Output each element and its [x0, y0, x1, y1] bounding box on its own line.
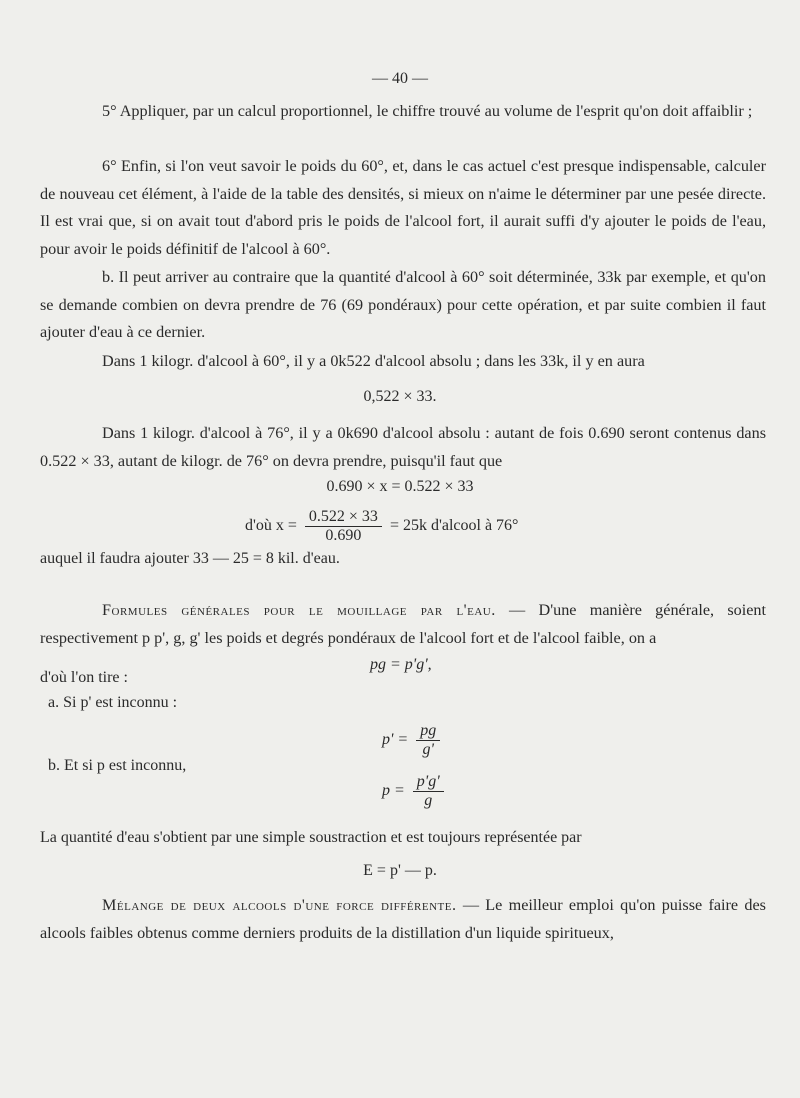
- line-water-added: auquel il faudra ajouter 33 — 25 = 8 kil. d'eau.: [40, 550, 340, 567]
- equation-solution-result: = 25k d'alcool à 76°: [389, 517, 519, 535]
- equation-solution: [245, 508, 518, 545]
- fraction-denominator: g': [422, 741, 434, 758]
- equation-water: E = p' — p.: [363, 862, 437, 879]
- line-case-a: a. Si p' est inconnu :: [48, 694, 178, 711]
- page-number: — 40 —: [372, 70, 428, 87]
- equation-case-a-lhs: p' =: [382, 731, 409, 749]
- paragraph-step-6: 6° Enfin, si l'on veut savoir le poids du 60°, et, dans le cas actuel c'est presque indispensable, calculer de nouveau cet élément, à l'aide de la table des densités, si mieux on n'aime le déterminer par une pesée directe. Il est vrai que, si on avait tout d'abord pris le poids de l'alcool fort, il aurait suffi d'y ajouter le poids de l'eau, pour avoir le poids définitif de l'alcool à 60°.: [40, 157, 766, 258]
- fraction-case-a: [416, 722, 440, 759]
- equation-case-a: [382, 722, 444, 759]
- fraction-numerator: p'g': [413, 773, 444, 792]
- line-case-b: b. Et si p est inconnu,: [48, 757, 187, 774]
- equation-balance: 0.690 × x = 0.522 × 33: [326, 478, 474, 495]
- fraction-solution: [305, 508, 382, 545]
- section-text-melange: — Le meilleur emploi qu'on puisse faire des alcools faibles obtenus comme derniers produits de la distillation d'un liquide spiritueux,: [40, 896, 766, 942]
- fraction-numerator: pg: [416, 722, 440, 741]
- fraction-denominator: 0.690: [325, 527, 362, 544]
- fraction-numerator: 0.522 × 33: [305, 508, 382, 527]
- equation-product: 0,522 × 33.: [363, 388, 437, 405]
- paragraph-step-5: 5° Appliquer, par un calcul proportionnel, le chiffre trouvé au volume de l'esprit qu'on doit affaiblir ;: [102, 102, 753, 120]
- equation-solution-prefix: d'où x =: [245, 517, 297, 535]
- section-title-melange: Mélange de deux alcools d'une force différente.: [102, 896, 457, 914]
- equation-case-b: [382, 773, 448, 810]
- paragraph-formules: [40, 597, 766, 652]
- fraction-case-b: [413, 773, 444, 810]
- line-dou-lon-tire: d'où l'on tire :: [40, 669, 128, 686]
- paragraph-melange: [40, 892, 766, 947]
- section-text-formules: — D'une manière générale, soient respectivement p p', g, g' les poids et degrés pondéraux de l'alcool fort et de l'alcool faible, on a: [40, 601, 766, 647]
- paragraph-quantite-eau: La quantité d'eau s'obtient par une simple soustraction et est toujours représentée par: [40, 829, 582, 846]
- paragraph-case-b: b. Il peut arriver au contraire que la quantité d'alcool à 60° soit déterminée, 33k par exemple, et qu'on se demande combien on devra prendre de 76 (69 pondéraux) pour cette opération, et par suite combien il faut ajouter d'eau à ce dernier.: [40, 268, 766, 342]
- fraction-denominator: g: [424, 792, 433, 809]
- section-title-formules: Formules générales pour le mouillage par l'eau.: [102, 601, 496, 619]
- equation-case-b-lhs: p =: [382, 782, 405, 800]
- equation-pg: pg = p'g',: [370, 656, 432, 673]
- paragraph-dans-60: Dans 1 kilogr. d'alcool à 60°, il y a 0k522 d'alcool absolu ; dans les 33k, il y en aura: [102, 352, 645, 370]
- paragraph-dans-76: Dans 1 kilogr. d'alcool à 76°, il y a 0k690 d'alcool absolu : autant de fois 0.690 seront contenus dans 0.522 × 33, autant de kilogr. de 76° on devra prendre, puisqu'il faut que: [40, 424, 766, 470]
